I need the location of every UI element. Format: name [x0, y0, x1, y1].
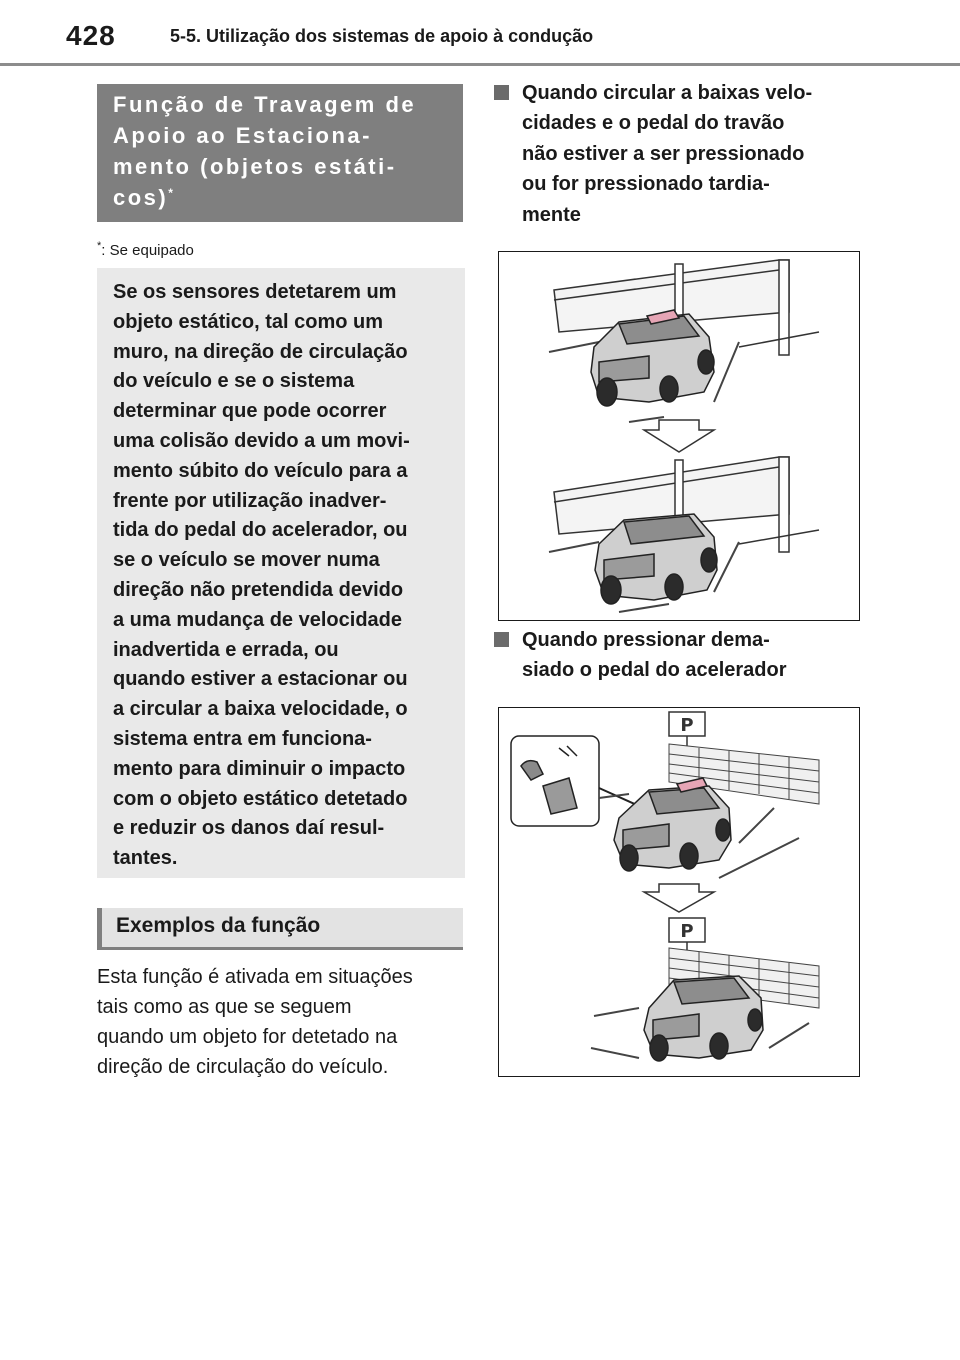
info-line: se o veículo se mover numa	[113, 549, 380, 572]
body-line: Esta função é ativada em situações	[97, 966, 413, 988]
illustration-wall-collision	[498, 251, 860, 621]
footnote	[97, 240, 194, 259]
info-line: muro, na direção de circulação	[113, 340, 408, 363]
case-line: mente	[522, 203, 581, 226]
asterisk-mark: *	[168, 186, 173, 200]
info-line: tida do pedal do acelerador, ou	[113, 519, 408, 542]
info-line: do veículo e se o sistema	[113, 370, 355, 393]
footnote-marker: *	[97, 240, 102, 252]
info-line: Se os sensores detetarem um	[113, 281, 397, 303]
body-line: direção de circulação do veículo.	[97, 1056, 389, 1078]
arrow-down-icon	[644, 884, 714, 912]
square-bullet-icon	[494, 85, 509, 100]
info-line: inadvertida e errada, ou	[113, 638, 339, 661]
body-paragraph	[97, 962, 467, 1082]
chapter-title: 5-5. Utilização dos sistemas de apoio à condução	[170, 26, 594, 46]
info-line: e reduzir os danos daí resul-	[113, 817, 385, 840]
info-line: objeto estático, tal como um	[113, 310, 384, 333]
section-title-last-line: cos)	[113, 185, 169, 210]
case-line: Quando pressionar dema-	[522, 629, 770, 651]
case-heading-accelerator	[494, 625, 864, 686]
case-heading-low-speed	[494, 78, 864, 230]
car-icon	[644, 976, 763, 1061]
info-box	[97, 268, 465, 878]
case-line: Quando circular a baixas velo-	[522, 82, 813, 104]
info-line: direção não pretendida devido	[113, 578, 404, 601]
illustration-accelerator-parking	[498, 707, 860, 1077]
info-line: quando estiver a estacionar ou	[113, 668, 408, 691]
accelerator-parking-drawing	[499, 708, 859, 1076]
section-title-line: Função de Travagem de	[113, 92, 417, 117]
body-line: tais como as que se seguem	[97, 996, 352, 1018]
header-divider	[0, 63, 960, 66]
info-line: sistema entra em funciona-	[113, 727, 372, 750]
info-line: com o objeto estático detetado	[113, 787, 408, 810]
parking-sign-letter: P	[680, 715, 694, 736]
footnote-text: : Se equipado	[101, 242, 194, 259]
accelerator-pedal-inset	[511, 736, 639, 826]
info-line: a circular a baixa velocidade, o	[113, 698, 408, 721]
info-line: a uma mudança de velocidade	[113, 608, 402, 631]
section-heading: Exemplos da função	[97, 908, 463, 950]
parking-sign-letter: P	[680, 921, 694, 942]
case-line: não estiver a ser pressionado	[522, 142, 805, 165]
square-bullet-icon	[494, 632, 509, 647]
info-line: uma colisão devido a um movi-	[113, 429, 410, 452]
section-title-line: Apoio ao Estaciona-	[113, 123, 372, 148]
case-line: ou for pressionado tardia-	[522, 173, 770, 196]
wall-collision-drawing	[499, 252, 859, 620]
info-line: mento súbito do veículo para a	[113, 459, 408, 482]
case-line: cidades e o pedal do travão	[522, 112, 785, 135]
car-icon	[614, 778, 731, 871]
section-title-box	[97, 84, 463, 222]
case-line: siado o pedal do acelerador	[522, 659, 787, 682]
info-line: tantes.	[113, 847, 178, 870]
info-line: frente por utilização inadver-	[113, 489, 387, 512]
section-title-line	[113, 182, 449, 213]
arrow-down-icon	[644, 420, 714, 452]
body-line: quando um objeto for detetado na	[97, 1026, 398, 1048]
info-line: mento para diminuir o impacto	[113, 757, 406, 780]
section-title-line: mento (objetos estáti-	[113, 154, 397, 179]
page-header	[0, 0, 960, 64]
info-line: determinar que pode ocorrer	[113, 400, 387, 423]
page-number: 428	[66, 20, 116, 51]
